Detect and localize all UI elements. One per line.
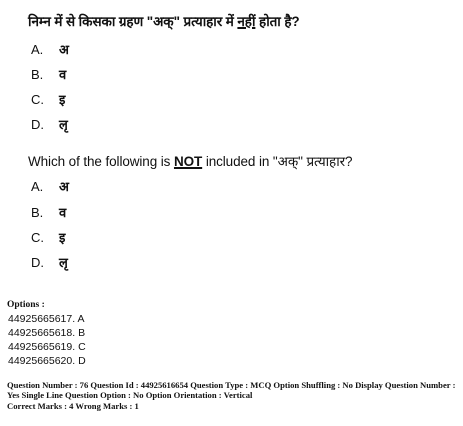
option-letter: C.: [31, 230, 44, 245]
option-value: अ: [59, 180, 69, 195]
hindi-option-a: [31, 40, 69, 58]
option-letter: B.: [31, 205, 44, 220]
english-option-a: [31, 177, 69, 195]
question-english-emphasis: NOT: [173, 154, 203, 169]
option-value: अ: [59, 43, 69, 58]
option-value: लृ: [59, 118, 68, 133]
hindi-option-d: [31, 115, 68, 133]
english-option-c: [31, 228, 65, 246]
question-metadata: Question Number : 76 Question Id : 44925616654 Question Type : MCQ Option Shuffling : No Display Question Number : Yes Single Line Question Option : No Option Orientation : Vertical: [7, 380, 456, 400]
option-value: लृ: [59, 256, 68, 271]
question-english-text-before: Which of the following is: [28, 154, 174, 169]
option-letter: A.: [31, 42, 44, 57]
hindi-option-b: [31, 65, 66, 83]
question-hindi-text-before: निम्न में से किसका ग्रहण "अक्" प्रत्याहार में: [28, 14, 238, 29]
option-value: इ: [59, 93, 66, 108]
marks-info: Correct Marks : 4 Wrong Marks : 1: [7, 401, 139, 411]
option-value: व: [59, 206, 67, 221]
option-letter: B.: [31, 67, 44, 82]
english-option-d: [31, 253, 68, 271]
option-id-d: 44925665620. D: [8, 355, 86, 367]
question-hindi-text-after: होता है?: [255, 14, 300, 29]
option-value: इ: [59, 231, 66, 246]
question-hindi: [28, 12, 300, 30]
option-id-b: 44925665618. B: [8, 327, 86, 339]
option-letter: A.: [31, 179, 44, 194]
option-id-c: 44925665619. C: [8, 341, 86, 353]
question-english-text-after: included in "अक्" प्रत्याहार?: [202, 154, 353, 169]
option-letter: D.: [31, 255, 44, 270]
option-letter: C.: [31, 92, 44, 107]
options-heading: Options :: [7, 300, 45, 310]
option-letter: D.: [31, 117, 44, 132]
question-english: [28, 152, 352, 170]
english-option-b: [31, 203, 66, 221]
option-id-a: 44925665617. A: [8, 313, 85, 325]
option-value: व: [59, 68, 67, 83]
hindi-option-c: [31, 90, 65, 108]
question-hindi-emphasis: नहीं: [237, 14, 256, 29]
